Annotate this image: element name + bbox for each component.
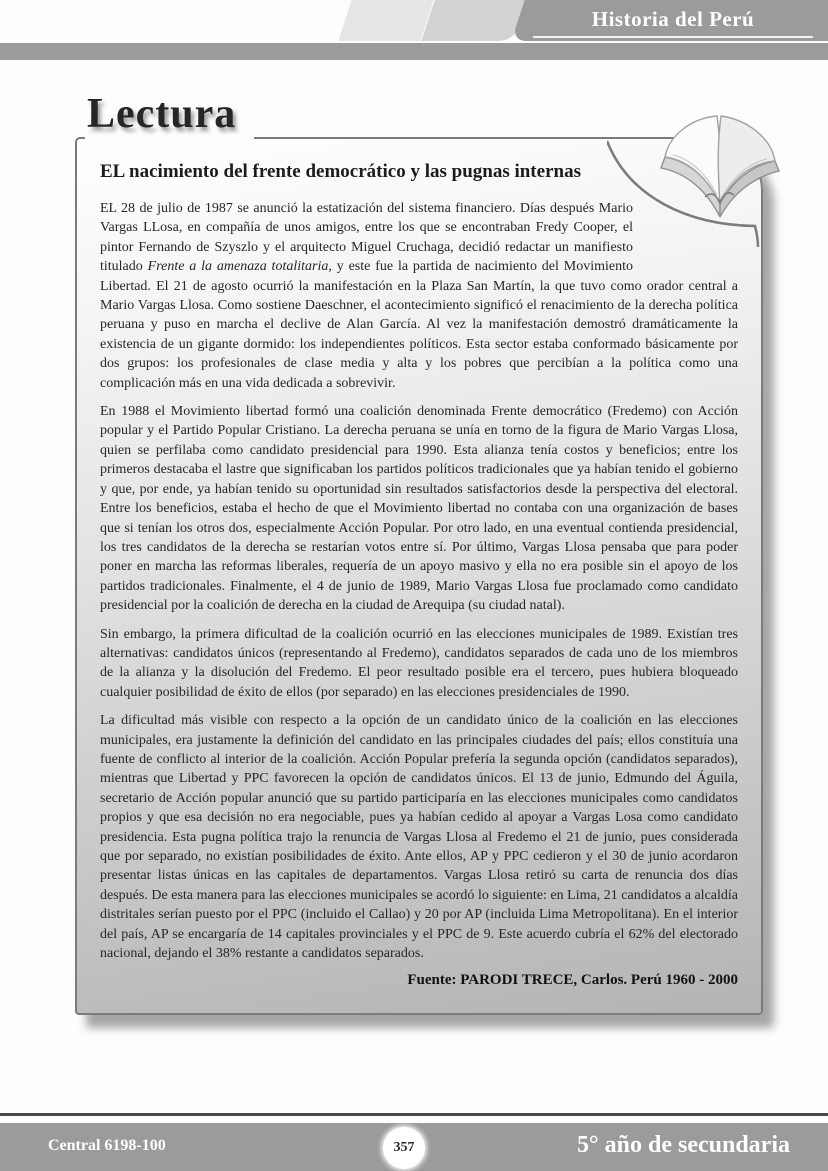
header-underline <box>533 36 813 38</box>
reading-heading: EL nacimiento del frente democrático y las pugnas internas <box>100 161 581 182</box>
paragraph-1-italic: Frente a la amenaza totalitaria <box>147 259 329 275</box>
header-title: Historia del Perú <box>591 7 755 31</box>
source-citation: Fuente: PARODI TRECE, Carlos. Perú 1960 - 2000 <box>407 972 738 989</box>
lectura-section <box>75 91 763 1015</box>
page-header <box>0 0 828 60</box>
lectura-title: Lectura <box>85 91 254 143</box>
footer-grade: 5° año de secundaria <box>577 1132 790 1158</box>
page-number-badge: 357 <box>383 1127 425 1169</box>
paragraph-3: Sin embargo, la primera dificultad de la coalición ocurrió en las elecciones municipales de 1989. Existían tres alternativas: candidatos únicos (representando al Fredemo), candidatos separados de cada uno de los miembros de la alianza y la disolución del Fredemo. El peor resultado posible era el tercero, pues hubiera bloqueado cualquier posibilidad de éxito de ellos (por separado) en las elecciones presidenciales de 1990. <box>100 626 738 700</box>
lectura-box <box>75 91 763 1015</box>
paragraph-1-pre: EL 28 de julio de 1987 se anunció la estatización del sistema financiero. Días después Mario Vargas LLosa, en compañía de unos amigos, entre los que se encontraban Fredy Cooper, el pintor Fernando de Szyszlo y el arquitecto Miguel Cruchaga, decidió redactar un manifiesto titulado <box>100 201 633 275</box>
footer-divider <box>0 1113 828 1116</box>
paragraph-4: La dificultad más visible con respecto a la opción de un candidato único de la coalición en las elecciones municipales, era justamente la definición del candidato en las principales ciudades del país; ellos constituía una fuente de conflicto al interior de la coalición. Acción Popular prefería la segunda opción (candidatos separados), mientras que Libertad y PPC favorecen la opción de candidatos únicos. El 13 de junio, Edmundo del Águila, secretario de Acción popular anunció que su partido participaría en las elecciones municipales como candidatos propios y que esa decisión no era negociable, pues ya habían cedido al apoyar a Vargas Losa como candidato presidencia. Esta pugna política trajo la renuncia de Vargas Llosa al Fredemo el 21 de junio, pues considerada que por separado, no existían posibilidades de éxito. Ante ellos, AP y PPC cedieron y el 30 de junio acordaron presentar listas únicas en las capitales de departamentos. Vargas Llosa retiró su carta de renuncia dos días después. De esta manera para las elecciones municipales se acordó lo siguiente: en Lima, 21 candidatos a alcaldía distritales serían puesto por el PPC (incluido el Callao) y 20 por AP (incluida Lima Metropolitana). En el interior del país, AP se encargaría de 14 capitales provinciales y el PPC de 9. Este acuerdo cubría el 62% del electorado nacional, dejando el 38% restante a candidatos separados. <box>100 713 738 962</box>
header-stripe-2 <box>421 0 528 41</box>
header-band <box>0 43 828 60</box>
lectura-content <box>77 139 761 1013</box>
paragraph-1-post: , y este fue la partida de nacimiento del Movimiento Libertad. El 21 de agosto ocurrió la manifestación en la Plaza San Martín, la que tuvo como orador central a Mario Vargas Llosa. Como sostiene Daeschner, el acontecimiento significó el renacimiento de la derecha política peruana y puso en marcha el declive de Alan García. Al vez la manifestación demostró dramáticamente la existencia de un gigante dormido: los independientes políticos. Esta sector estaba conformado básicamente por dos grupos: los profesionales de clase media y alta y los pobres que percibían a la política como una complicación más en una vida dedicada a sobrevivir. <box>100 259 738 391</box>
footer-phone: Central 6198-100 <box>48 1137 166 1154</box>
book-spacer <box>633 161 738 273</box>
header-stripe-1 <box>338 0 433 41</box>
paragraph-2: En 1988 el Movimiento libertad formó una coalición denominada Frente democrático (Fredemo) con Acción popular y el Partido Popular Cristiano. La derecha peruana se unía en torno de la figura de Mario Vargas Llosa, quien se perfilaba como candidato presidencial para 1990. Esta alianza tenía costos y beneficios; entre los primeros destacaba el lastre que significaban los partidos políticos tradicionales que ya habían tenido el gobierno y que, por ende, ya habían tenido su oportunidad sin resultados satisfactorios desde la perspectiva del electoral. Entre los beneficios, estaba el hecho de que el Movimiento libertad no contaba con una organización de bases que si tenían los otros dos, especialmente Acción Popular. Por otro lado, en una eventual contienda presidencial, los tres candidatos de la derecha se restarían votos entre sí. Por último, Vargas Llosa pensaba que para poder poner en marcha las reformas liberales, requería de un apoyo masivo y ella no era posible sin el apoyo de los partidos tradicionales. Finalmente, el 4 de junio de 1989, Mario Vargas Llosa fue proclamado como candidato presidencial por la coalición de derecha en la ciudad de Arequipa (su ciudad natal). <box>100 404 738 614</box>
